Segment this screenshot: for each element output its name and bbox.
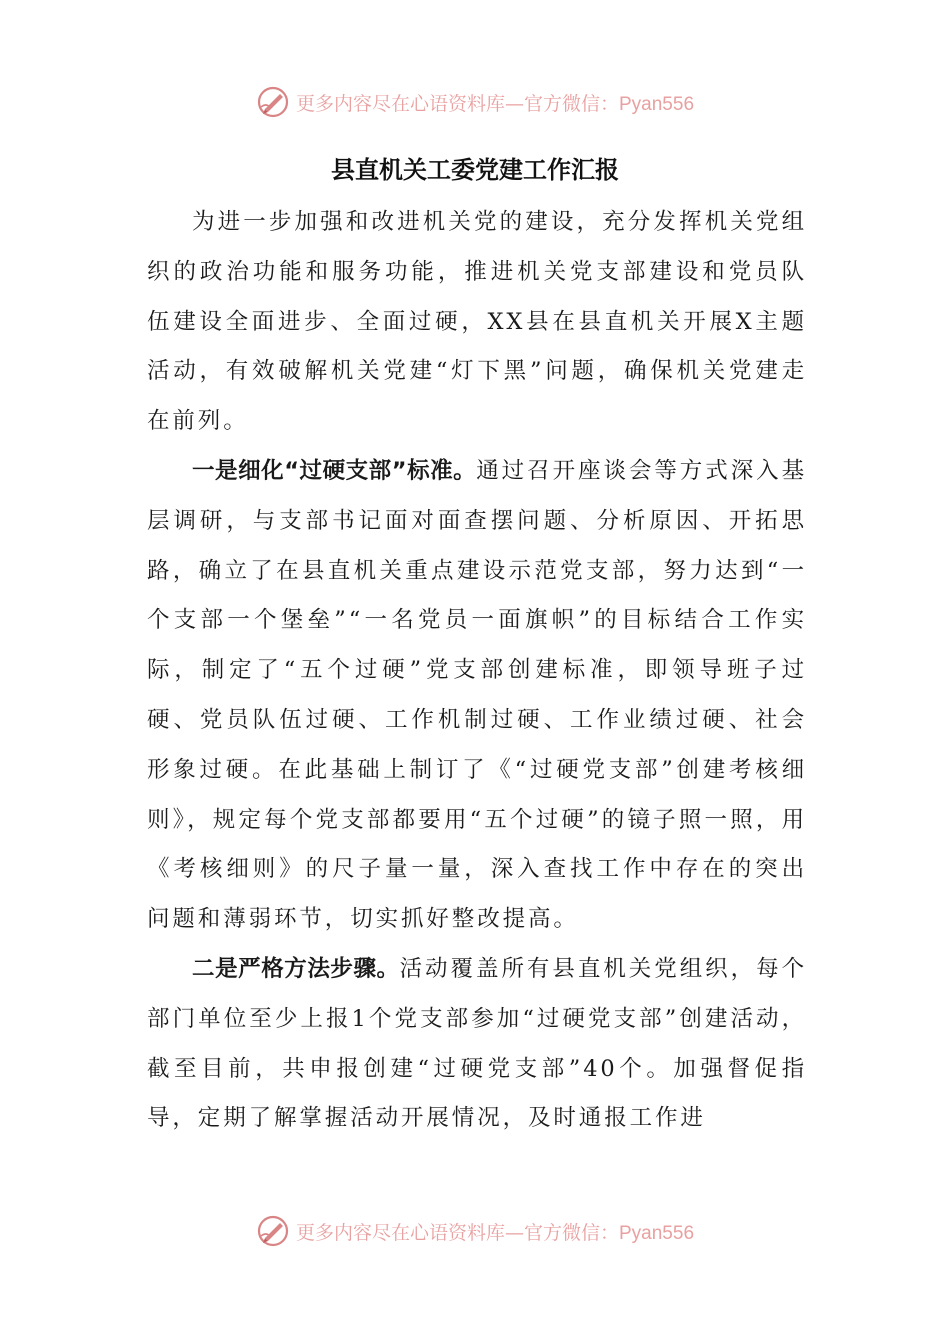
- watermark-banner-bottom: [0, 1211, 950, 1251]
- section-text-2: 活动覆盖所有县直机关党组织，每个部门单位至少上报1个党支部参加“过硬党支部”创建活动，截至目前，共申报创建“过硬党支部”40个。加强督促指导，定期了解掌握活动开展情况，及时通报工作进: [147, 955, 807, 1132]
- watermark-text: 更多内容尽在心语资料库—官方微信：Pyan556: [295, 92, 695, 115]
- pen-seal-icon: [256, 85, 290, 119]
- pen-seal-icon: [256, 1214, 290, 1248]
- section-lead-2: 二是严格方法步骤。: [192, 955, 400, 982]
- document-body: [147, 198, 807, 1144]
- watermark-banner-top: [0, 82, 950, 122]
- document-title: 县直机关工委党建工作汇报: [331, 156, 619, 184]
- section-paragraph-1: [147, 447, 807, 945]
- section-paragraph-2: [147, 945, 807, 1144]
- intro-paragraph: 为进一步加强和改进机关党的建设，充分发挥机关党组织的政治功能和服务功能，推进机关党支部建设和党员队伍建设全面进步、全面过硬，XX县在县直机关开展X主题活动，有效破解机关党建“灯下黑”问题，确保机关党建走在前列。: [147, 209, 807, 435]
- section-lead-1: 一是细化“过硬支部”标准。: [192, 457, 477, 484]
- section-text-1: 通过召开座谈会等方式深入基层调研，与支部书记面对面查摆问题、分析原因、开拓思路，确立了在县直机关重点建设示范党支部，努力达到“一个支部一个堡垒”“一名党员一面旗帜”的目标结合工作实际，制定了“五个过硬”党支部创建标准，即领导班子过硬、党员队伍过硬、工作机制过硬、工作业绩过硬、社会形象过硬。在此基础上制订了《“过硬党支部”创建考核细则》，规定每个党支部都要用“五个过硬”的镜子照一照，用《考核细则》的尺子量一量，深入查找工作中存在的突出问题和薄弱环节，切实抓好整改提高。: [147, 457, 808, 933]
- watermark-text: 更多内容尽在心语资料库—官方微信：Pyan556: [295, 1221, 695, 1244]
